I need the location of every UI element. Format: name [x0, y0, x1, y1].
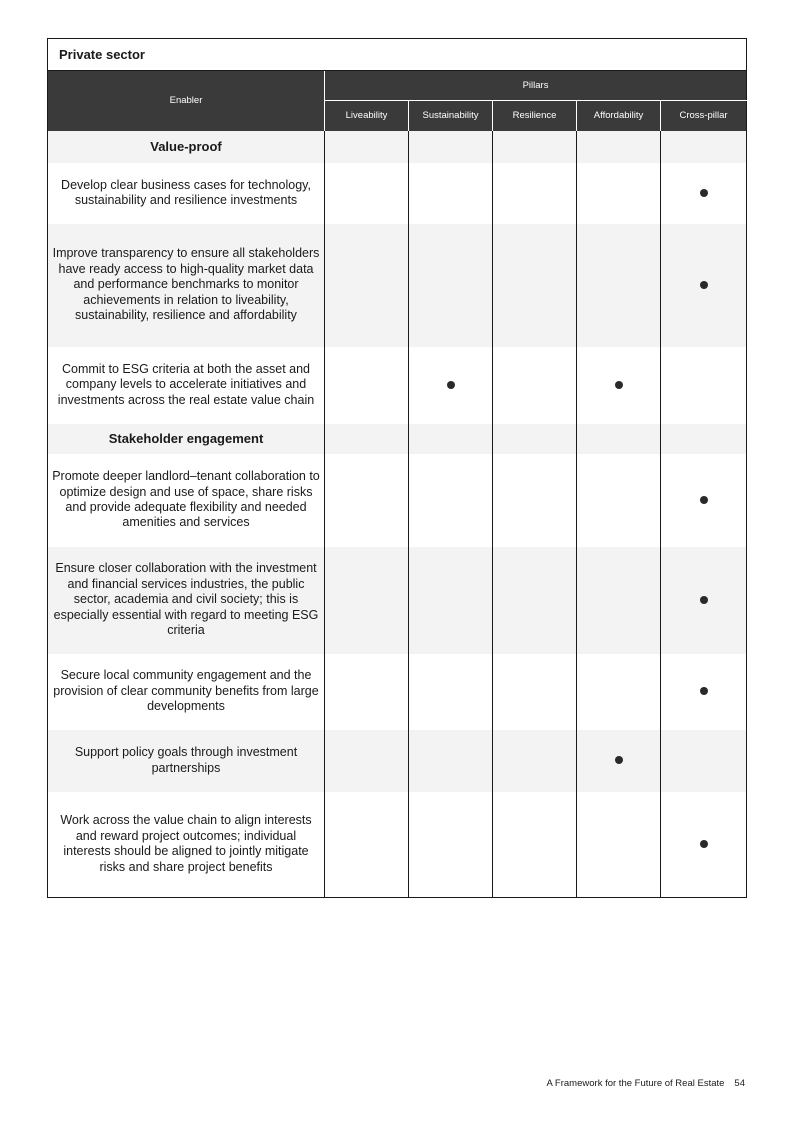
pillar-cell: [493, 792, 577, 898]
pillar-cell: [661, 730, 747, 792]
bullet-dot-icon: [700, 281, 708, 289]
enabler-cell: Commit to ESG criteria at both the asset and company levels to accelerate initiatives and investments across the real estate value chain: [48, 347, 325, 424]
enabler-cell: Secure local community engagement and the provision of clear community benefits from large developments: [48, 654, 325, 730]
header-liveability: Liveability: [325, 101, 409, 131]
pillar-cell: [661, 163, 747, 224]
section-heading: Stakeholder engagement: [48, 424, 325, 454]
table-row: [48, 654, 747, 730]
pillar-cell: [409, 224, 493, 347]
table-row: [48, 454, 747, 547]
page-number: 54: [734, 1078, 745, 1089]
pillar-cell: [409, 730, 493, 792]
enabler-cell: Promote deeper landlord–tenant collaboration to optimize design and use of space, share risks and provide adequate flexibility and needed amenities and services: [48, 454, 325, 547]
header-affordability: Affordability: [577, 101, 661, 131]
pillar-cell: [493, 730, 577, 792]
bullet-dot-icon: [447, 381, 455, 389]
bullet-dot-icon: [700, 496, 708, 504]
pillar-cell: [577, 424, 661, 454]
pillar-cell: [409, 347, 493, 424]
pillar-cell: [661, 454, 747, 547]
pillar-cell: [409, 547, 493, 654]
bullet-dot-icon: [700, 596, 708, 604]
pillar-cell: [577, 224, 661, 347]
pillar-cell: [577, 730, 661, 792]
pillar-cell: [493, 347, 577, 424]
enabler-cell: Develop clear business cases for technology, sustainability and resilience investments: [48, 163, 325, 224]
pillar-cell: [577, 347, 661, 424]
pillar-cell: [661, 347, 747, 424]
enabler-cell: Work across the value chain to align interests and reward project outcomes; individual interests should be aligned to jointly mitigate risks and share project benefits: [48, 792, 325, 898]
pillar-cell: [661, 792, 747, 898]
pillar-cell: [661, 131, 747, 163]
page-footer: [546, 1078, 745, 1089]
pillar-cell: [577, 792, 661, 898]
pillar-cell: [577, 454, 661, 547]
header-resilience: Resilience: [493, 101, 577, 131]
header-enabler: Enabler: [48, 71, 325, 131]
enabler-cell: Support policy goals through investment partnerships: [48, 730, 325, 792]
pillar-cell: [325, 730, 409, 792]
pillar-cell: [325, 654, 409, 730]
pillar-cell: [577, 163, 661, 224]
pillar-cell: [493, 654, 577, 730]
pillar-cell: [493, 163, 577, 224]
pillar-cell: [325, 163, 409, 224]
pillar-cell: [409, 454, 493, 547]
pillar-cell: [325, 547, 409, 654]
bullet-dot-icon: [700, 189, 708, 197]
pillar-cell: [661, 224, 747, 347]
pillar-cell: [409, 654, 493, 730]
pillar-cell: [493, 547, 577, 654]
section-heading: Value-proof: [48, 131, 325, 163]
section-row: [48, 424, 747, 454]
pillar-cell: [409, 792, 493, 898]
pillar-cell: [577, 547, 661, 654]
table-row: [48, 347, 747, 424]
pillar-cell: [325, 792, 409, 898]
pillar-cell: [577, 654, 661, 730]
pillar-cell: [493, 424, 577, 454]
pillar-cell: [409, 424, 493, 454]
pillar-cell: [409, 163, 493, 224]
pillar-cell: [409, 131, 493, 163]
bullet-dot-icon: [700, 840, 708, 848]
table-row: [48, 163, 747, 224]
pillar-cell: [661, 424, 747, 454]
bullet-dot-icon: [615, 756, 623, 764]
pillar-cell: [577, 131, 661, 163]
header-pillars: Pillars: [325, 71, 747, 101]
table-body: [48, 131, 747, 898]
pillar-cell: [325, 424, 409, 454]
bullet-dot-icon: [615, 381, 623, 389]
section-row: [48, 131, 747, 163]
table-row: [48, 224, 747, 347]
pillar-cell: [661, 654, 747, 730]
bullet-dot-icon: [700, 687, 708, 695]
header-cross-pillar: Cross-pillar: [661, 101, 747, 131]
table-row: [48, 730, 747, 792]
table-title: Private sector: [48, 39, 747, 71]
header-sustainability: Sustainability: [409, 101, 493, 131]
pillar-cell: [661, 547, 747, 654]
pillar-cell: [325, 131, 409, 163]
enabler-cell: Ensure closer collaboration with the investment and financial services industries, the public sector, academia and civil society; this is especially essential with regard to meeting ESG criteria: [48, 547, 325, 654]
pillar-cell: [493, 224, 577, 347]
private-sector-table: [47, 38, 747, 898]
pillar-cell: [493, 131, 577, 163]
pillar-cell: [493, 454, 577, 547]
pillar-cell: [325, 454, 409, 547]
table-row: [48, 547, 747, 654]
pillar-cell: [325, 347, 409, 424]
table-row: [48, 792, 747, 898]
pillar-cell: [325, 224, 409, 347]
enabler-cell: Improve transparency to ensure all stakeholders have ready access to high-quality market data and performance benchmarks to monitor achievements in relation to liveability, sustainability, resilience and affordability: [48, 224, 325, 347]
footer-title: A Framework for the Future of Real Estate: [546, 1078, 725, 1089]
